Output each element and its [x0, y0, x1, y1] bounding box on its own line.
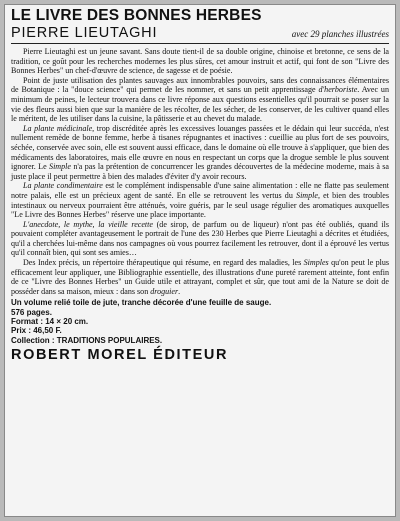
paragraph	[11, 124, 389, 182]
price-spec: Prix : 46,50 F.	[11, 326, 62, 336]
publisher-name: ROBERT MOREL ÉDITEUR	[11, 346, 229, 363]
text-run: . Avec un minimum de peines, le lecteur trouvera dans ce livre réponse aux questions essentielles qu'il pourrait se poser sur la vie des fleurs aussi bien que sur la manière de les récolter, de les sécher, de les conserver, de les cultiver quand elles le méritent, de les utiliser dans la cuisine, la pâtisserie et au chevet du malade.	[11, 85, 389, 124]
author-row	[11, 25, 389, 41]
binding-spec: Un volume relié toile de jute, tranche décorée d'une feuille de sauge.	[11, 298, 272, 308]
paragraph	[11, 76, 389, 124]
text-run: qu'on peut le plus efficacement leur appliquer, une Bibliographie essentielle, des illustrations d'une pureté rarement atteinte, font enfin de ce "Livre des Bonnes Herbes" un Guide utile et attrayant, complet et sûr, que tout ami de la Nature se doit de posséder dans sa maison, mieux : dans son	[11, 258, 390, 296]
book-title: LE LIVRE DES BONNES HERBES	[11, 7, 262, 24]
italic-text: La plante médicinale	[23, 123, 93, 133]
book-specs	[11, 298, 389, 344]
text-run: (de sirop, de parfum ou de liqueur) n'ont pas été oubliés, quand ils pouvaient compléter avantageusement le portrait de l'une des 230 Herbes que Pierre Lieutaghi a décrites et étudiées, qu'il a cherchées lui-même dans nos campagnes où vous pourrez facilement les retrouver, dont il a éprouvé les vertus qu'il connaît bien, qui sont ses amies…	[11, 219, 389, 258]
text-run: est le complément indispensable d'une saine alimentation : elle ne flatte pas seulement notre palais, elle est un précieux agent de santé. En elle se retrouvent les vertus du	[11, 181, 389, 200]
book-flyer	[4, 4, 396, 517]
author-name: PIERRE LIEUTAGHI	[11, 25, 158, 41]
collection-spec: Collection : TRADITIONS POPULAIRES.	[11, 335, 163, 345]
italic-text: La plante condimentaire	[23, 181, 103, 191]
italic-text: d'herboriste	[318, 85, 358, 95]
text-run: Point de juste utilisation des plantes sauvages aux innombrables pouvoirs, sans des connaissances élémentaires de Botanique : la "douce science" qui permet de les nommer, et sans un petit apprentissage	[11, 75, 389, 95]
italic-text: Simple	[49, 162, 71, 172]
text-run: .	[178, 286, 181, 296]
italic-text: L'anecdote, le mythe, la vieille recette	[23, 219, 153, 229]
format-spec: Format : 14 × 20 cm.	[11, 317, 89, 327]
description-body	[11, 47, 389, 296]
text-run: Pierre Lieutaghi est un jeune savant. Sans doute tient-il de sa double origine, chinoise et bretonne, ce sens de la tradition, ce goût pour les recherches modernes les plus sûres, cet amour instruit et actif, qui font de son "Livre des Bonnes Herbes" un chef-d'œuvre de science, de sagesse et de poésie.	[11, 47, 389, 76]
title-rule	[11, 43, 389, 44]
paragraph	[11, 258, 389, 296]
italic-text: Simple	[296, 190, 318, 200]
text-run: , et bien des troubles intestinaux ou nerveux pourraient être atténués, voire guéris, par le seul usage régulier des aromatiques auxquelles "Le Livre des Bonnes Herbes" réserve une place importante.	[11, 190, 389, 220]
pages-spec: 576 pages.	[11, 307, 52, 317]
paragraph	[11, 47, 389, 76]
italic-text: Simples	[303, 258, 329, 268]
italic-text: droguier	[150, 286, 179, 296]
paragraph	[11, 181, 389, 219]
text-run: , trop discréditée après les excessives louanges passées et le dédain qui leur succéda, n'est nullement remède de bonne femme, herbe à tisanes répugnantes et inactives : cueillie au plus fort de ses pouvoirs, séchée, conservée avec soin, elle est souvent aussi efficace, dans le domaine où elle trouve à s'appliquer, que bien des médicaments des laboratoires, mais elle œuvre en nous en respectant un corps que la drogue semble le plus souvent ignorer. Le	[11, 123, 389, 172]
text-run: Des Index précis, un répertoire thérapeutique qui résume, en regard des maladies, les	[23, 258, 304, 268]
plates-note: avec 29 planches illustrées	[291, 29, 389, 39]
text-run: n'a pas la prétention de concurrencer les grandes découvertes de la médecine moderne, mais à sa juste place il peut permettre à bien des malades d'éviter d'y avoir recours.	[11, 162, 389, 181]
paragraph	[11, 220, 389, 258]
